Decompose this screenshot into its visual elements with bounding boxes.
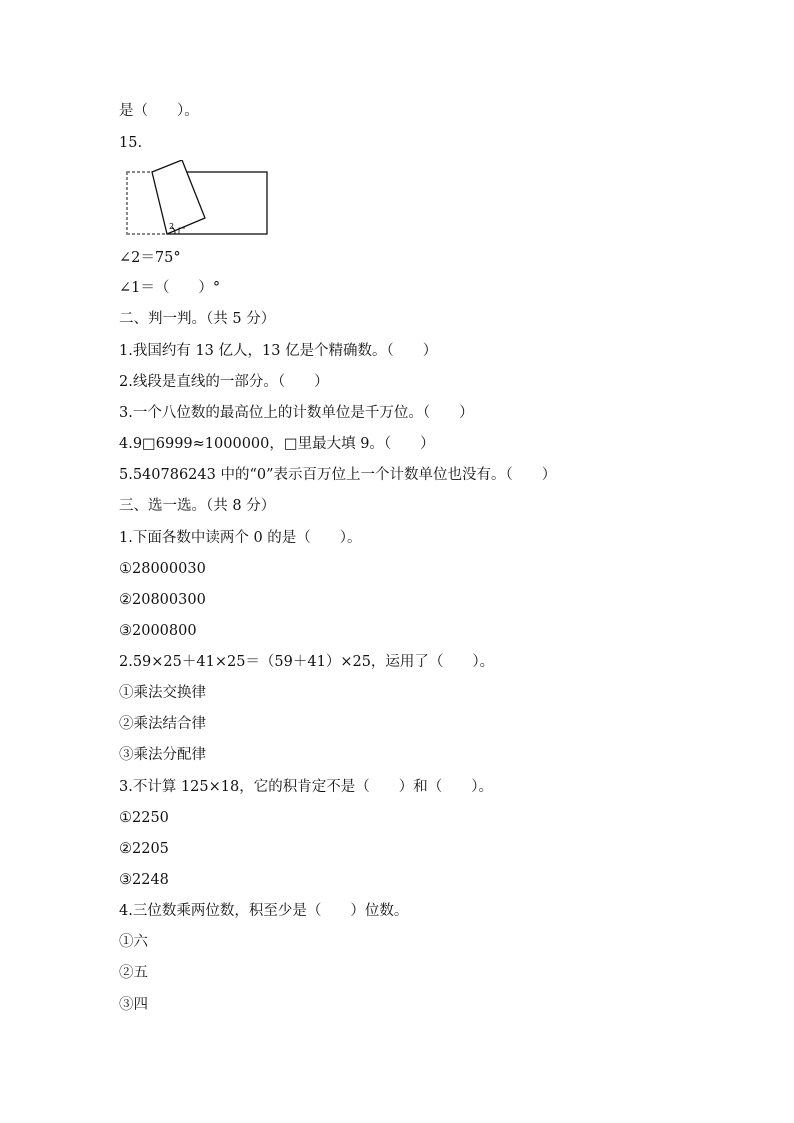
judge-item-4: 4.9□6999≈1000000，□里最大填 9。（ ） (119, 436, 435, 452)
section-3-heading: 三、选一选。（共 8 分） (119, 498, 276, 514)
folded-flap (152, 160, 205, 234)
angle-1-question: ∠1＝（ ）° (119, 280, 221, 296)
choice-question-1: 1.下面各数中读两个 0 的是（ ）。 (119, 530, 362, 546)
choice-1-option-3: ③2000800 (119, 623, 197, 639)
choice-4-option-3: ③四 (119, 997, 148, 1013)
choice-question-4: 4.三位数乘两位数，积至少是（ ）位数。 (119, 903, 409, 919)
choice-1-option-1: ①28000030 (119, 561, 206, 577)
choice-3-option-1: ①2250 (119, 810, 169, 826)
angle-2-given: ∠2＝75° (119, 250, 181, 266)
choice-question-2: 2.59×25＋41×25＝（59＋41）×25，运用了（ ）。 (119, 654, 495, 670)
choice-2-option-1: ①乘法交换律 (119, 685, 206, 701)
choice-question-3: 3.不计算 125×18，它的积肯定不是（ ）和（ ）。 (119, 779, 493, 795)
choice-4-option-1: ①六 (119, 934, 148, 950)
judge-item-1: 1.我国约有 13 亿人，13 亿是个精确数。（ ） (119, 343, 438, 359)
choice-1-option-2: ②20800300 (119, 592, 206, 608)
judge-item-3: 3.一个八位数的最高位上的计数单位是千万位。（ ） (119, 405, 474, 421)
choice-3-option-2: ②2205 (119, 841, 169, 857)
angle-2-label: 2 (169, 222, 175, 231)
folded-paper-figure (119, 160, 279, 240)
judge-item-2: 2.线段是直线的一部分。（ ） (119, 374, 329, 390)
section-2-heading: 二、判一判。（共 5 分） (119, 311, 276, 327)
choice-2-option-3: ③乘法分配律 (119, 747, 206, 763)
choice-3-option-3: ③2248 (119, 872, 169, 888)
choice-4-option-2: ②五 (119, 965, 148, 981)
question-15-number: 15. (119, 135, 143, 151)
judge-item-5: 5.540786243 中的“0”表示百万位上一个计数单位也没有。（ ） (119, 467, 557, 483)
choice-2-option-2: ②乘法结合律 (119, 716, 206, 732)
question-14-tail: 是（ ）。 (119, 103, 199, 119)
